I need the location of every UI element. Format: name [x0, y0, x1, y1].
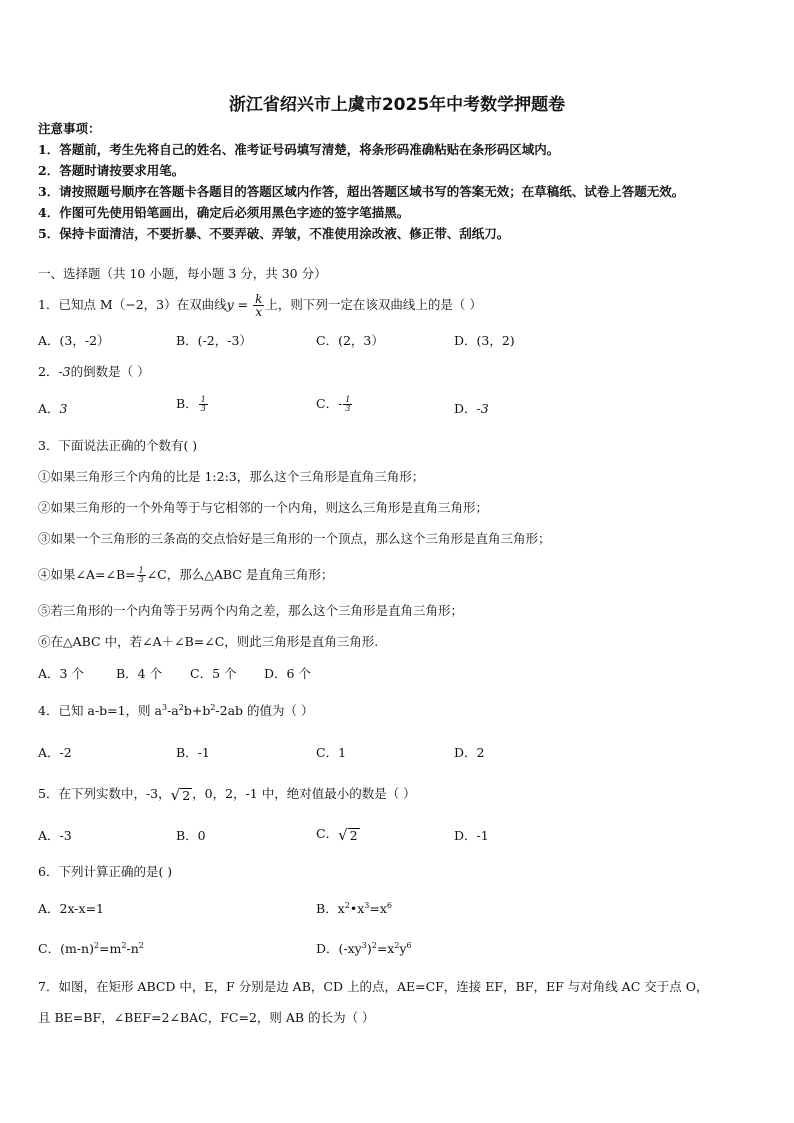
q3-option-b: B．4 个 [116, 666, 163, 681]
q2-option-a [38, 401, 67, 417]
question-1 [38, 290, 482, 320]
q6-c-term: =m [99, 941, 122, 956]
q4-option-a: A．-2 [38, 745, 72, 760]
q3-option-a: A．3 个 [38, 666, 84, 681]
q6-option-d [316, 941, 412, 957]
q1-option-c: C．(2，3） [316, 333, 384, 348]
q6-exponent: 2 [121, 940, 127, 950]
q6-option-c [38, 941, 144, 957]
q5-option-c [316, 824, 360, 844]
q1-numerator: k [255, 292, 263, 306]
q6-exponent: 2 [93, 940, 100, 950]
q1-option-a: A．(3，-2） [38, 333, 110, 348]
q1-function-y: y [226, 297, 234, 312]
q4-option-b: B．-1 [176, 745, 210, 760]
q3-s4-fraction [137, 567, 146, 584]
q3-option-d: D．6 个 [264, 666, 311, 681]
q3-s4-numerator: 1 [138, 566, 144, 575]
q2-option-c-label: C．- [316, 396, 343, 411]
q1-option-d: D．(3，2) [454, 333, 515, 348]
q6-d-term: ) [366, 941, 372, 956]
q4-suffix: -2ab 的值为（ ） [215, 703, 314, 718]
q2-option-c-fraction [343, 396, 352, 413]
q2-option-b [176, 396, 209, 413]
q6-exponent: 3 [361, 940, 367, 950]
q3-s4-prefix: ④如果∠A=∠B= [38, 567, 136, 582]
q1-denominator: x [255, 305, 263, 319]
q6-exponent: 2 [138, 940, 144, 950]
q2-suffix: 的倒数是（ ） [70, 364, 150, 379]
q2-option-a-value: 3 [59, 401, 68, 416]
q6-exponent: 6 [386, 900, 392, 910]
q4-option-d: D．2 [454, 745, 485, 760]
q2-option-b-denominator: 3 [200, 404, 206, 413]
q5-option-c-label: C． [316, 826, 339, 841]
q2-option-b-numerator: 1 [200, 395, 206, 404]
q4-exponent: 2 [210, 702, 216, 712]
notice-heading: 注意事项： [38, 121, 101, 136]
q6-c-term: -n [126, 941, 139, 956]
q5-option-d: D．-1 [454, 828, 489, 843]
q1-prefix: 1．已知点 M（−2，3）在双曲线 [38, 297, 227, 312]
q6-exponent: 3 [364, 900, 370, 910]
q2-value: -3 [58, 364, 71, 379]
q3-statement-3: ③如果一个三角形的三条高的交点恰好是三角形的一个顶点，那么这个三角形是直角三角形； [38, 531, 551, 546]
q4-exponent: 3 [161, 702, 168, 712]
radical-sign: √ [170, 785, 181, 804]
question-3-stem: 3．下面说法正确的个数有( ) [38, 438, 198, 453]
question-5 [38, 784, 416, 804]
q6-b-term: =x [369, 901, 387, 916]
q2-option-c-numerator: 1 [345, 395, 351, 404]
notice-item: 4．作图可先使用铅笔画出，确定后必须用黑色字迹的签字笔描黑。 [38, 205, 410, 220]
q5-suffix: ，0，2，-1 中，绝对值最小的数是（ ） [192, 786, 416, 801]
question-7-line-1: 7．如图，在矩形 ABCD 中，E，F 分别是边 AB，CD 上的点，AE=CF，连接 EF，BF，EF 与对角线 AC 交于点 O， [38, 979, 709, 994]
q3-statement-1: ①如果三角形三个内角的比是 1:2:3，那么这个三角形是直角三角形； [38, 469, 425, 484]
q6-b-term: B．x [316, 901, 345, 916]
q5-option-b: B．0 [176, 828, 206, 843]
q4-term: b+b [183, 703, 211, 718]
q6-d-term: y [399, 941, 407, 956]
q3-s4-denominator: 3 [138, 575, 144, 584]
question-4 [38, 703, 314, 719]
q2-option-c-denominator: 3 [345, 404, 351, 413]
section-heading: 一、选择题（共 10 小题，每小题 3 分，共 30 分） [38, 266, 327, 281]
q6-exponent: 2 [394, 940, 400, 950]
radical-sign: √ [338, 825, 348, 844]
q4-term: -a [167, 703, 179, 718]
q2-prefix: 2． [38, 364, 59, 379]
q1-fraction [253, 293, 264, 318]
q6-exponent: 2 [371, 940, 377, 950]
q3-statement-2: ②如果三角形的一个外角等于与它相邻的一个内角，则这么三角形是直角三角形； [38, 500, 489, 515]
q3-statement-4 [38, 564, 333, 586]
q5-radicand: 2 [182, 787, 191, 803]
q2-option-b-label: B． [176, 396, 198, 411]
q6-option-b [316, 901, 392, 917]
q6-d-term: =x [376, 941, 395, 956]
notice-item: 3．请按照题号顺序在答题卡各题目的答题区域内作答，超出答题区域书写的答案无效；在草稿纸、试卷上答题无效。 [38, 184, 685, 199]
q6-exponent: 2 [344, 900, 350, 910]
q6-option-a: A．2x-x=1 [38, 901, 105, 916]
q5-option-c-radicand: 2 [349, 827, 358, 843]
question-6-stem: 6．下列计算正确的是( ) [38, 864, 173, 879]
q6-exponent: 6 [406, 940, 412, 950]
notice-item: 2．答题时请按要求用笔。 [38, 163, 185, 178]
q6-b-term: •x [349, 901, 365, 916]
sqrt-symbol [338, 827, 360, 843]
q1-suffix: 上，则下列一定在该双曲线上的是（ ） [265, 297, 482, 312]
q2-option-d [454, 401, 489, 417]
q3-statement-5: ⑤若三角形的一个内角等于另两个内角之差，那么这个三角形是直角三角形； [38, 603, 464, 618]
question-7-line-2: 且 BE=BF，∠BEF=2∠BAC，FC=2，则 AB 的长为（ ） [38, 1010, 375, 1025]
q2-option-b-fraction [199, 396, 208, 413]
notice-item: 1．答题前，考生先将自己的姓名、准考证号码填写清楚，将条形码准确粘贴在条形码区域内。 [38, 142, 560, 157]
sqrt-symbol [171, 787, 193, 803]
q3-statement-6: ⑥在△ABC 中，若∠A＋∠B=∠C，则此三角形是直角三角形. [38, 634, 379, 649]
q6-d-term: D．(-xy [316, 941, 362, 956]
q5-option-a: A．-3 [38, 828, 72, 843]
question-2 [38, 364, 150, 380]
q3-s4-suffix: ∠C，那么△ABC 是直角三角形； [146, 567, 334, 582]
q4-exponent: 2 [178, 702, 184, 712]
q5-prefix: 5．在下列实数中，-3， [38, 786, 171, 801]
page-title: 浙江省绍兴市上虞市2025年中考数学押题卷 [228, 95, 566, 115]
q2-option-c [316, 396, 353, 413]
q1-option-b: B．(-2，-3） [176, 333, 252, 348]
q2-option-d-value: -3 [476, 401, 489, 416]
q6-c-term: C．(m-n) [38, 941, 94, 956]
q4-prefix: 4．已知 a-b=1，则 a [38, 703, 162, 718]
q2-option-d-label: D． [454, 401, 477, 416]
q3-option-c: C．5 个 [190, 666, 237, 681]
notice-item: 5．保持卡面清洁，不要折暴、不要弄破、弄皱，不准使用涂改液、修正带、刮纸刀。 [38, 226, 510, 241]
q2-option-a-label: A． [38, 401, 60, 416]
q4-option-c: C．1 [316, 745, 347, 760]
q1-equals: = [233, 297, 253, 312]
